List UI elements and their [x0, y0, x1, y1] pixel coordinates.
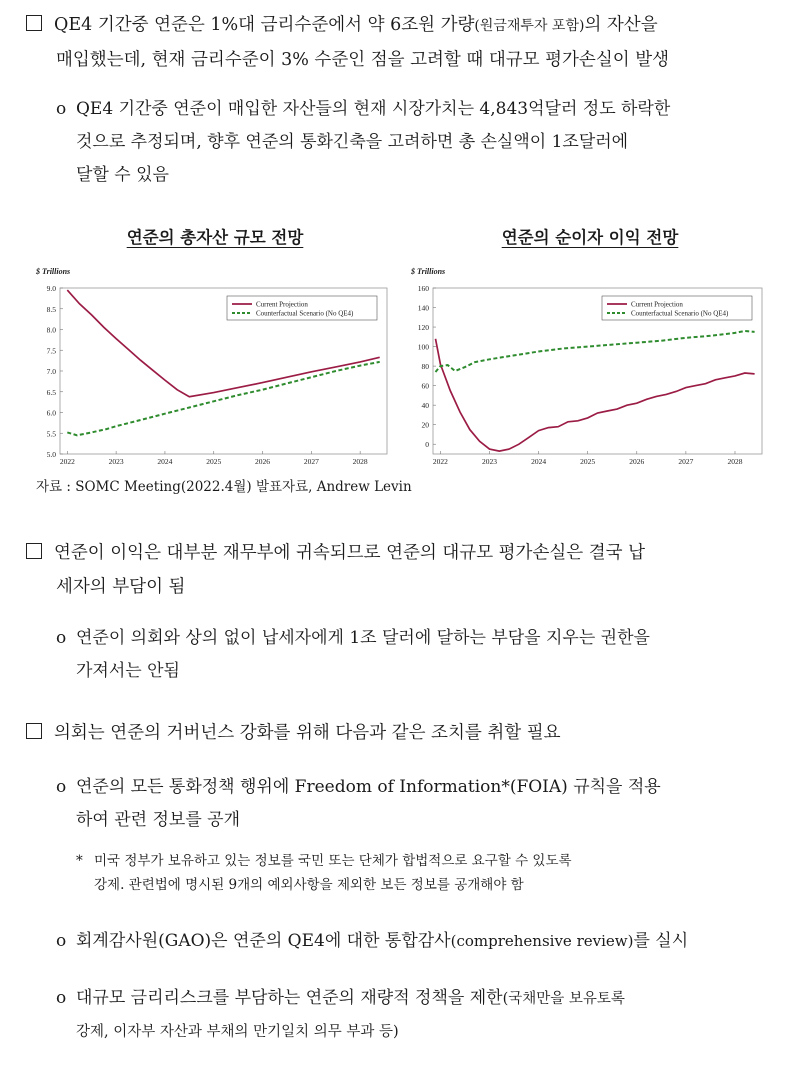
intro-section: [26, 8, 796, 77]
series-line-counterfactual: [67, 362, 379, 435]
y-tick-label: 8.0: [46, 325, 56, 335]
point4-line1-a: 회계감사원(GAO)은 연준의 QE4에 대한 통합감사: [76, 931, 451, 951]
y-tick-label: 140: [417, 303, 429, 313]
x-tick-label: 2023: [108, 457, 124, 466]
point3-line2: 하여 관련 정보를 공개: [76, 810, 241, 830]
legend-label: Counterfactual Scenario (No QE4): [256, 309, 354, 318]
x-tick-label: 2024: [157, 457, 173, 466]
series-line-counterfactual: [436, 331, 755, 372]
x-tick-label: 2026: [255, 457, 271, 466]
footnote-marker: *: [76, 853, 83, 869]
point2-marker: o: [56, 628, 67, 648]
point1-line1: QE4 기간중 연준이 매입한 자산들의 현재 시장가치는 4,843억달러 정도 하락한: [76, 99, 671, 119]
y-tick-label: 20: [421, 420, 429, 430]
y-tick-label: 5.5: [46, 429, 56, 439]
chart-right-title: 연준의 순이자 이익 전망: [501, 228, 679, 247]
section2-line1: 연준이 이익은 대부분 재무부에 귀속되므로 연준의 대규모 평가손실은 결국 납: [54, 543, 646, 563]
y-axis-label: $ Trillions: [411, 267, 446, 276]
y-tick-label: 40: [421, 401, 429, 411]
y-tick-label: 9.0: [46, 284, 56, 293]
point5-line2: 강제, 이자부 자산과 부채의 만기일치 의무 부과 등): [76, 1024, 399, 1040]
checkbox-bullet: [26, 543, 42, 559]
section2-line2: 세자의 부담이 됨: [56, 577, 186, 597]
x-tick-label: 2028: [727, 457, 743, 466]
y-tick-label: 80: [421, 362, 429, 372]
checkbox-bullet: [26, 15, 42, 31]
point4-line1-b: (comprehensive review): [450, 932, 634, 950]
point3: [56, 771, 796, 837]
x-tick-label: 2023: [481, 457, 497, 466]
chart-left-title: 연준의 총자산 규모 전망: [126, 228, 304, 247]
x-tick-label: 2026: [629, 457, 645, 466]
point5-line1-a: 대규모 금리리스크를 부담하는 연준의 재량적 정책을 제한: [76, 988, 503, 1008]
footnote: [76, 849, 796, 897]
footnote-line2: 강제. 관련법에 명시된 9개의 예외사항을 제외한 보든 정보를 공개해야 함: [94, 877, 524, 893]
x-tick-label: 2027: [678, 457, 694, 466]
point1-line3: 달할 수 있음: [76, 165, 169, 185]
y-tick-label: 7.0: [46, 367, 56, 376]
chart-net-interest: [405, 262, 775, 474]
y-tick-label: 0: [425, 440, 429, 450]
y-tick-label: 6.5: [46, 387, 56, 397]
section3: [26, 716, 796, 750]
x-tick-label: 2028: [352, 457, 368, 466]
intro-line2: 매입했는데, 현재 금리수준이 3% 수준인 점을 고려할 때 대규모 평가손실이 발생: [56, 50, 670, 70]
intro-line1: QE4 기간중 연준은 1%대 금리수준에서 약 6조원 가량: [54, 15, 475, 35]
y-tick-label: 120: [417, 323, 429, 333]
point5-marker: o: [56, 988, 67, 1008]
footnote-line1: 미국 정부가 보유하고 있는 정보를 국민 또는 단체가 합법적으로 요구할 수 있도록: [94, 853, 572, 869]
y-tick-label: 160: [417, 284, 429, 293]
point3-line1: 연준의 모든 통화정책 행위에 Freedom of Information*(FOIA) 규칙을 적용: [76, 777, 661, 797]
y-tick-label: 60: [421, 381, 429, 391]
x-tick-label: 2022: [59, 457, 75, 466]
point5-line1-b: (국채만을 보유토록: [502, 991, 625, 1007]
x-tick-label: 2024: [531, 457, 547, 466]
section2: [26, 536, 796, 604]
chart-total-assets: [30, 262, 396, 474]
point2-line1: 연준이 의회와 상의 없이 납세자에게 1조 달러에 달하는 부담을 지우는 권한을: [76, 628, 650, 648]
y-tick-label: 100: [417, 342, 429, 352]
source-note: 자료 : SOMC Meeting(2022.4월) 발표자료, Andrew Levin: [36, 479, 412, 495]
section3-line1: 의회는 연준의 거버넌스 강화를 위해 다음과 같은 조치를 취할 필요: [54, 723, 561, 743]
y-axis-label: $ Trillions: [36, 267, 71, 276]
x-tick-label: 2027: [303, 457, 319, 466]
legend-label: Counterfactual Scenario (No QE4): [631, 309, 729, 318]
point4-line1-c: 를 실시: [633, 931, 689, 951]
x-tick-label: 2025: [206, 457, 222, 466]
legend-label: Current Projection: [256, 300, 308, 309]
intro-line1-end: 의 자산을: [584, 15, 658, 35]
point2-line2: 가져서는 안됨: [76, 661, 180, 681]
y-tick-label: 8.5: [46, 304, 56, 314]
intro-line1-note: (원금재투자 포함): [474, 18, 585, 34]
point2: [56, 622, 796, 688]
checkbox-bullet: [26, 723, 42, 739]
point4: [56, 925, 796, 958]
y-tick-label: 7.5: [46, 346, 56, 356]
point5: [56, 982, 796, 1049]
point3-marker: o: [56, 777, 67, 797]
x-tick-label: 2025: [580, 457, 596, 466]
y-tick-label: 5.0: [46, 450, 56, 459]
point1-line2: 것으로 추정되며, 향후 연준의 통화긴축을 고려하면 총 손실액이 1조달러에: [76, 132, 629, 152]
point1: [56, 93, 796, 192]
series-line-current: [436, 339, 755, 451]
point1-marker: o: [56, 99, 67, 119]
x-tick-label: 2022: [432, 457, 448, 466]
legend-label: Current Projection: [631, 300, 683, 309]
point4-marker: o: [56, 931, 67, 951]
y-tick-label: 6.0: [46, 408, 56, 418]
